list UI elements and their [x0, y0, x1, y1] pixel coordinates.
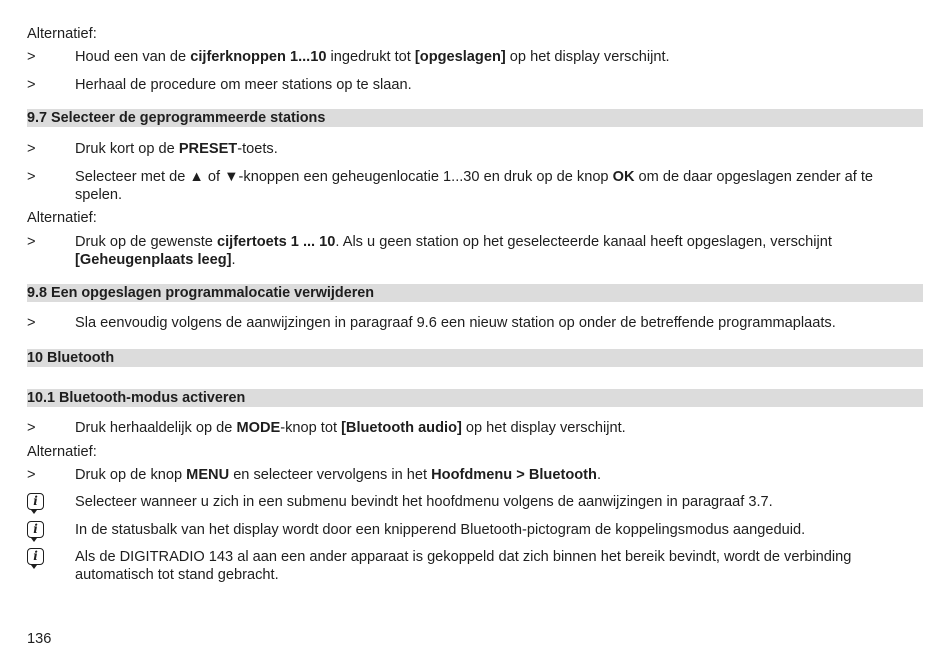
bullet-text: Selecteer met de ▲ of ▼-knoppen een geheugenlocatie 1...30 en druk op de knop OK om de daar opgeslagen zender af te spelen.	[75, 169, 874, 203]
bullet-arrow: >	[27, 234, 36, 250]
info-text: In de statusbalk van het display wordt door een knipperend Bluetooth-pictogram de koppelingsmodus aangeduid.	[75, 522, 806, 538]
bullet-arrow: >	[27, 49, 36, 65]
alternative-label: Alternatief:	[27, 210, 97, 226]
bullet-text: Sla eenvoudig volgens de aanwijzingen in paragraaf 9.6 een nieuw station op onder de betreffende programmaplaats.	[75, 315, 836, 331]
info-text: Selecteer wanneer u zich in een submenu bevindt het hoofdmenu volgens de aanwijzingen in paragraaf 3.7.	[75, 494, 773, 510]
info-icon: i	[27, 521, 44, 538]
bullet-text: Druk herhaaldelijk op de MODE-knop tot [Bluetooth audio] op het display verschijnt.	[75, 420, 626, 436]
section-heading-9-7: 9.7 Selecteer de geprogrammeerde stations	[27, 109, 923, 127]
alternative-label: Alternatief:	[27, 444, 97, 460]
bullet-text: Druk op de gewenste cijfertoets 1 ... 10. Als u geen station op het geselecteerde kanaal heeft opgeslagen, verschijnt [Geheugenplaats leeg].	[75, 234, 832, 268]
bullet-text: Houd een van de cijferknoppen 1...10 ingedrukt tot [opgeslagen] op het display verschijnt.	[75, 49, 670, 65]
bullet-text: Druk op de knop MENU en selecteer vervolgens in het Hoofdmenu > Bluetooth.	[75, 467, 601, 483]
bullet-arrow: >	[27, 169, 36, 185]
info-icon: i	[27, 548, 44, 565]
bullet-arrow: >	[27, 420, 36, 436]
bullet-text: Herhaal de procedure om meer stations op te slaan.	[75, 77, 412, 93]
section-heading-9-8: 9.8 Een opgeslagen programmalocatie verwijderen	[27, 284, 923, 302]
page-number: 136	[27, 631, 52, 647]
info-text: Als de DIGITRADIO 143 al aan een ander apparaat is gekoppeld dat zich binnen het bereik bevindt, wordt de verbinding automatisch tot stand gebracht.	[75, 549, 852, 583]
bullet-arrow: >	[27, 467, 36, 483]
bullet-arrow: >	[27, 315, 36, 331]
info-icon: i	[27, 493, 44, 510]
alternative-label: Alternatief:	[27, 26, 97, 42]
bullet-arrow: >	[27, 141, 36, 157]
section-heading-10: 10 Bluetooth	[27, 349, 923, 367]
section-heading-10-1: 10.1 Bluetooth-modus activeren	[27, 389, 923, 407]
bullet-text: Druk kort op de PRESET-toets.	[75, 141, 278, 157]
bullet-arrow: >	[27, 77, 36, 93]
